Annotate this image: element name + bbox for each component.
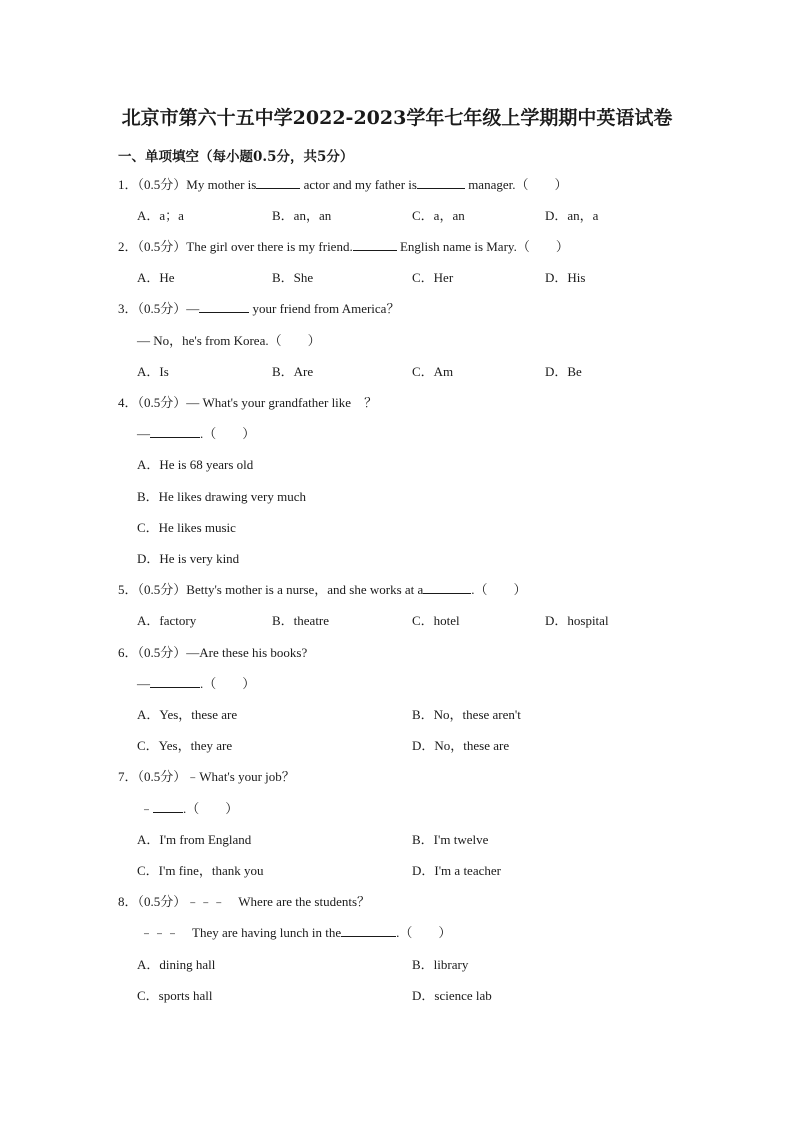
option-a[interactable]: A．dining hall [137, 957, 216, 972]
option-d[interactable]: D．He is very kind [137, 551, 240, 566]
option-c[interactable]: C．I'm fine，thank you [137, 863, 264, 878]
page-title: 北京市第六十五中学2022-2023学年七年级上学期期中英语试卷 [121, 107, 673, 129]
option-b[interactable]: B．theatre [272, 613, 330, 628]
question-6-stem: 6．（0.5分）—Are these his books? [118, 645, 308, 660]
option-c[interactable]: C．Yes，they are [137, 738, 233, 753]
option-b[interactable]: B．I'm twelve [412, 832, 489, 847]
answer-blank [341, 924, 396, 937]
option-d[interactable]: D．No，these are [412, 738, 510, 753]
answer-blank [150, 675, 200, 688]
option-c[interactable]: C．Her [412, 270, 454, 285]
question-8-reply: ﹣﹣﹣ They are having lunch in the .（ ） [140, 925, 452, 940]
option-d[interactable]: D．an，a [545, 208, 599, 223]
question-6-reply: — .（ ） [137, 676, 256, 691]
option-b[interactable]: B．Are [272, 364, 314, 379]
option-d[interactable]: D．science lab [412, 988, 492, 1003]
option-c[interactable]: C．sports hall [137, 988, 213, 1003]
option-a[interactable]: A．Is [137, 364, 169, 379]
question-1-stem: 1．（0.5分）My mother is actor and my father is manager.（ ） [118, 177, 568, 192]
option-d[interactable]: D．Be [545, 364, 582, 379]
option-a[interactable]: A．He [137, 270, 175, 285]
option-c[interactable]: C．Am [412, 364, 454, 379]
question-7-stem: 7．（0.5分）﹣What's your job？ [118, 769, 295, 784]
option-b[interactable]: B．He likes drawing very much [137, 489, 306, 504]
answer-blank [417, 176, 465, 189]
option-a[interactable]: A．Yes，these are [137, 707, 238, 722]
option-a[interactable]: A．I'm from England [137, 832, 252, 847]
option-c[interactable]: C．He likes music [137, 520, 236, 535]
question-4-stem: 4．（0.5分）— What's your grandfather like ？ [118, 395, 378, 410]
question-7-reply: ﹣ .（ ） [140, 801, 239, 816]
option-b[interactable]: B．an，an [272, 208, 332, 223]
section-heading: 一、单项填空（每小题0.5分，共5分） [118, 149, 354, 165]
option-c[interactable]: C．a，an [412, 208, 465, 223]
answer-blank [153, 800, 183, 813]
option-c[interactable]: C．hotel [412, 613, 460, 628]
question-5-stem: 5．（0.5分）Betty's mother is a nurse，and she works at a .（ ） [118, 582, 527, 597]
option-b[interactable]: B．library [412, 957, 469, 972]
answer-blank [256, 176, 300, 189]
answer-blank [353, 238, 397, 251]
question-4-reply: — .（ ） [137, 426, 256, 441]
answer-blank [199, 300, 249, 313]
question-3-reply: — No，he's from Korea.（ ） [137, 333, 321, 348]
option-b[interactable]: B．She [272, 270, 314, 285]
option-d[interactable]: D．His [545, 270, 586, 285]
question-8-stem: 8．（0.5分）﹣﹣﹣ Where are the students？ [118, 894, 371, 909]
question-2-stem: 2．（0.5分）The girl over there is my friend. English name is Mary.（ ） [118, 239, 569, 254]
question-3-stem: 3．（0.5分）— your friend from America？ [118, 301, 400, 316]
option-a[interactable]: A．factory [137, 613, 197, 628]
option-b[interactable]: B．No，these aren't [412, 707, 521, 722]
option-d[interactable]: D．hospital [545, 613, 609, 628]
option-d[interactable]: D．I'm a teacher [412, 863, 501, 878]
option-a[interactable]: A．a；a [137, 208, 184, 223]
answer-blank [150, 425, 200, 438]
answer-blank [423, 581, 471, 594]
option-a[interactable]: A．He is 68 years old [137, 457, 254, 472]
